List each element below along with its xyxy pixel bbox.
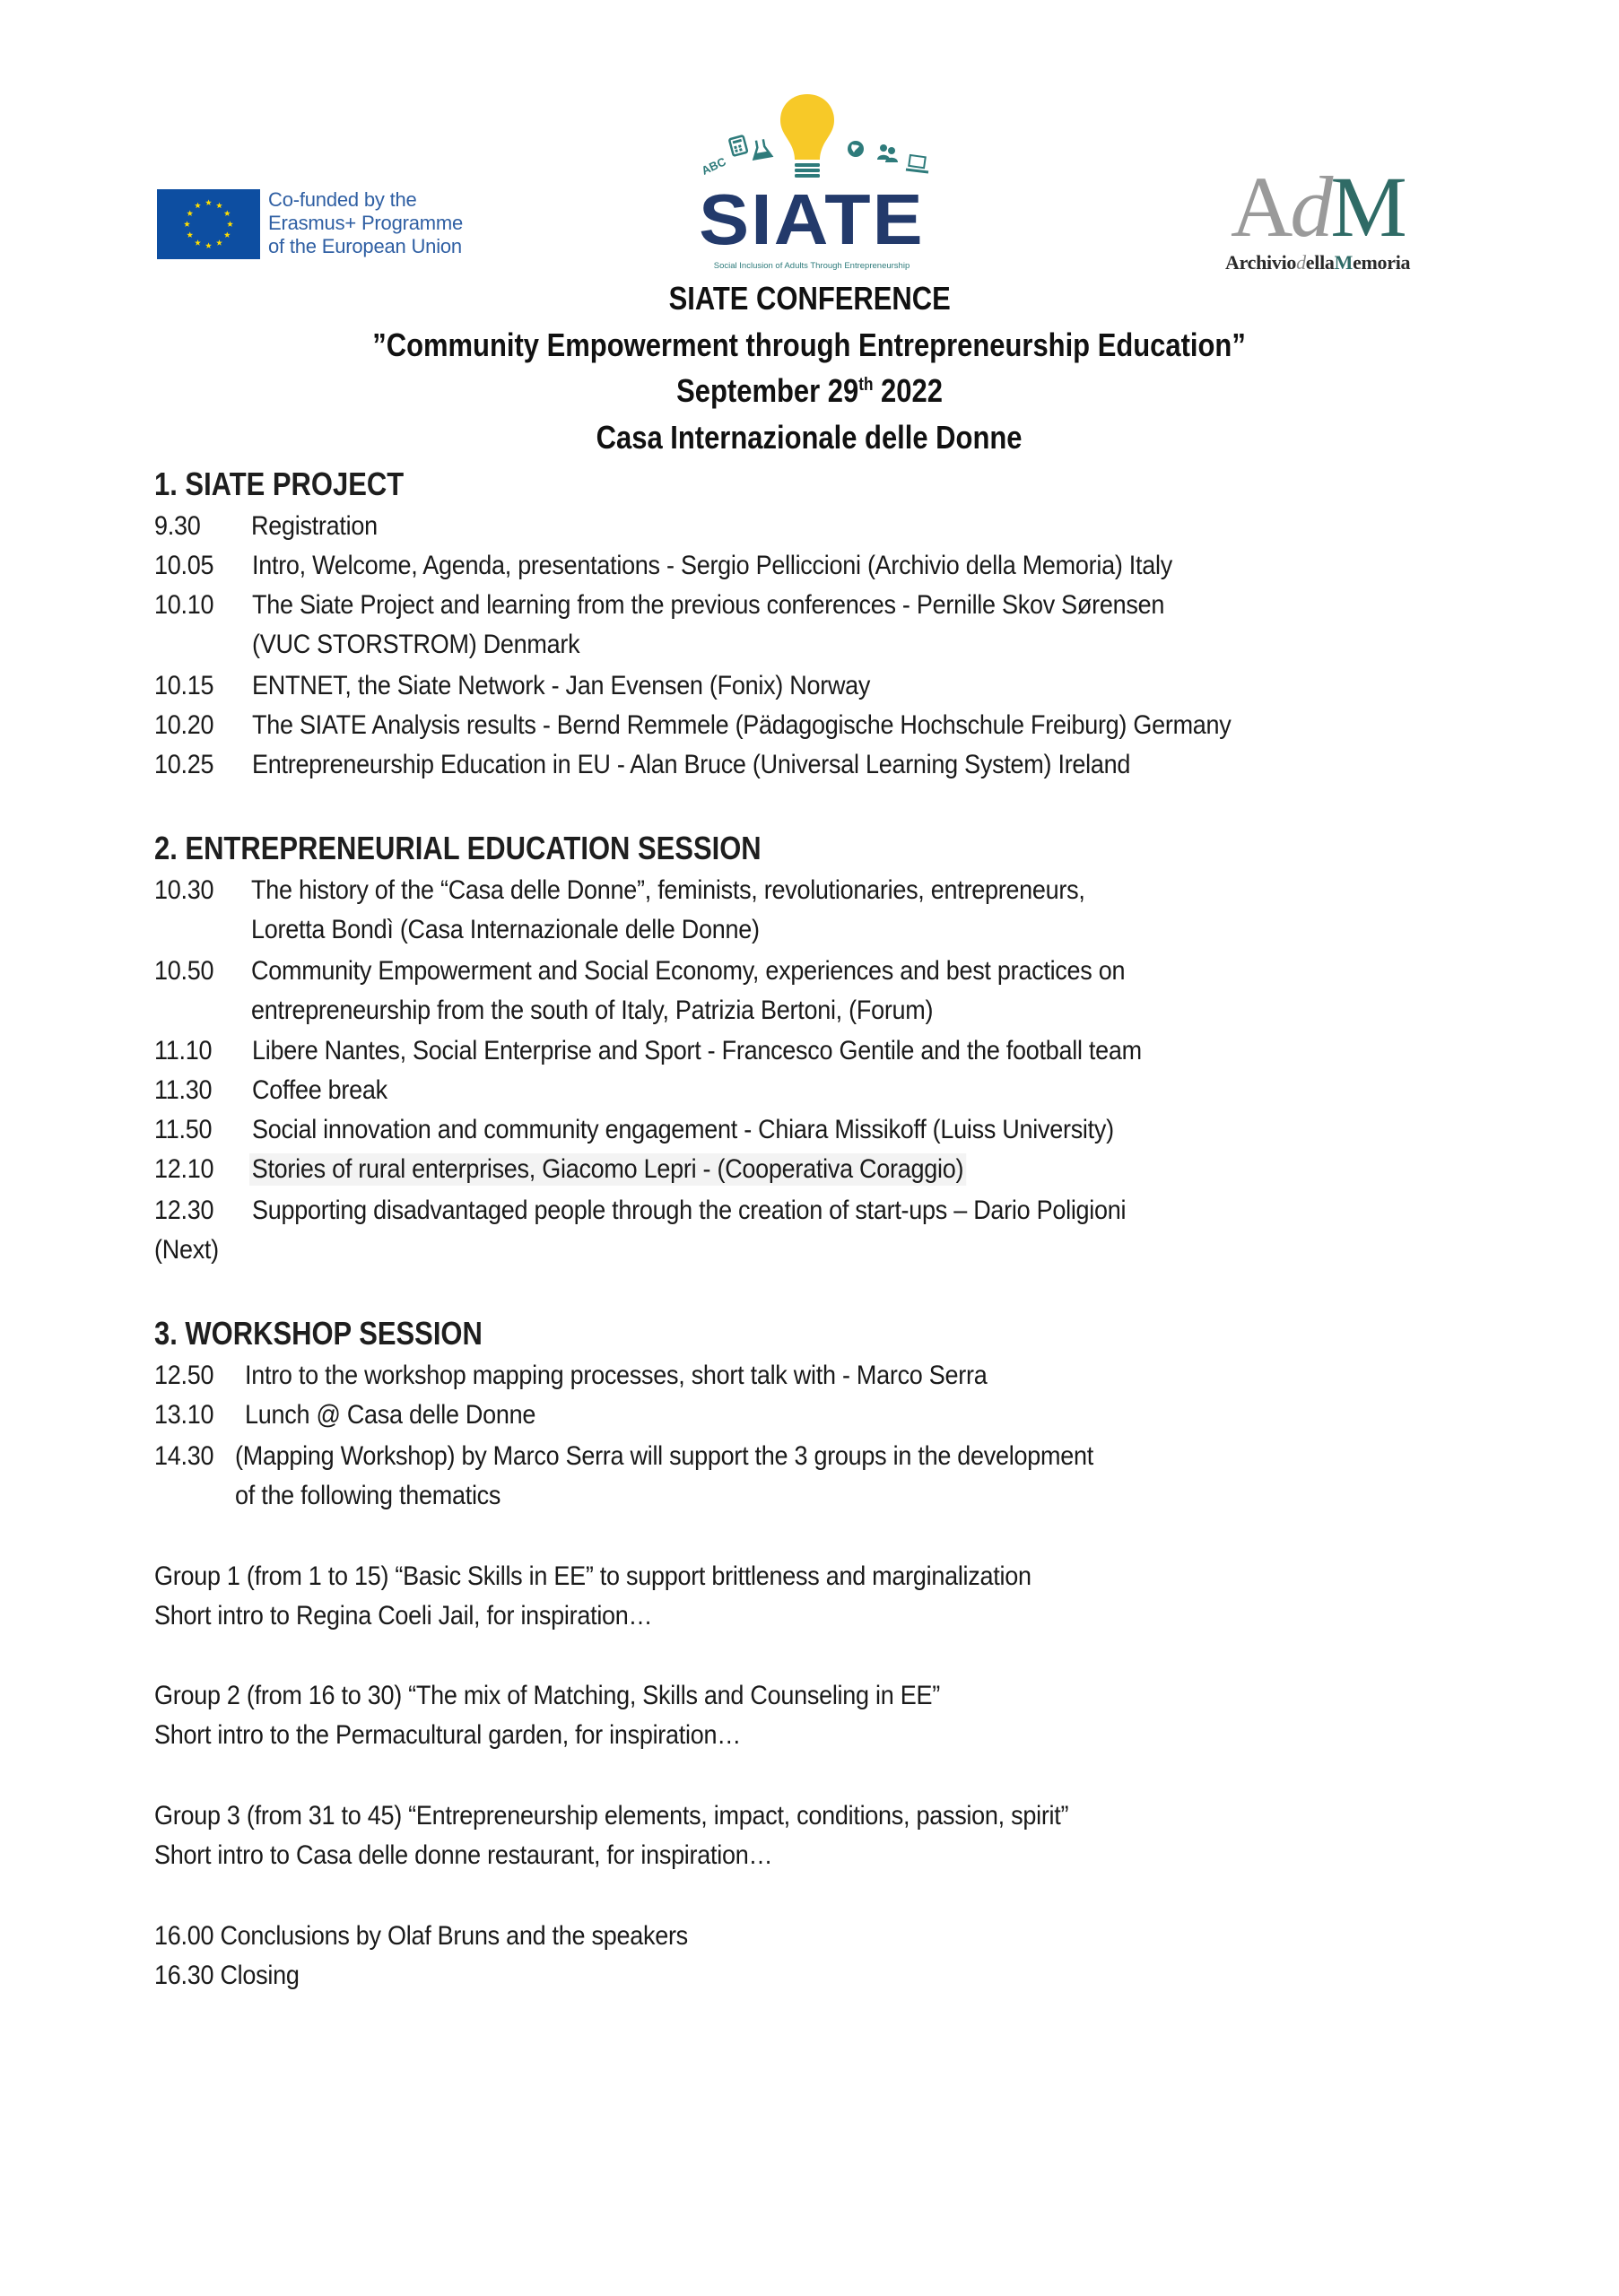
- section-heading-workshop-session: 3. WORKSHOP SESSION: [154, 1315, 483, 1352]
- group-title: Group 1 (from 1 to 15) “Basic Skills in EE” to support brittleness and marginalization: [154, 1561, 1031, 1591]
- section-heading-entrepreneurial-education: 2. ENTREPRENEURIAL EDUCATION SESSION: [154, 830, 762, 866]
- agenda-time: 11.10: [154, 1036, 213, 1065]
- agenda-text: Registration: [251, 511, 378, 541]
- agenda-time: 12.50: [154, 1361, 214, 1390]
- agenda-text: The SIATE Analysis results - Bernd Remmele (Pädagogische Hochschule Freiburg) Germany: [252, 710, 1232, 740]
- eu-star-icon: [205, 199, 212, 205]
- agenda-text: Coffee break: [252, 1075, 387, 1105]
- agenda-text: ENTNET, the Siate Network - Jan Evensen (Fonix) Norway: [252, 671, 871, 700]
- agenda-text-continued: (VUC STORSTROM) Denmark: [252, 630, 580, 659]
- agenda-text: Lunch @ Casa delle Donne: [245, 1400, 536, 1430]
- agenda-text-continued: of the following thematics: [235, 1481, 501, 1510]
- agenda-text: Community Empowerment and Social Economy, experiences and best practices on: [251, 956, 1126, 986]
- siate-subtitle: Social Inclusion of Adults Through Entrepreneurship: [713, 261, 910, 271]
- agenda-text: The Siate Project and learning from the previous conferences - Pernille Skov Sørensen: [252, 590, 1165, 620]
- agenda-text-highlighted: Stories of rural enterprises, Giacomo Lepri - (Cooperativa Coraggio): [249, 1153, 966, 1186]
- siate-wordmark: SIATE: [699, 179, 925, 259]
- group-intro: Short intro to the Permacultural garden, for inspiration…: [154, 1720, 741, 1750]
- agenda-text-continued: (Next): [154, 1235, 219, 1265]
- agenda-text: Intro to the workshop mapping processes, short talk with - Marco Serra: [245, 1361, 988, 1390]
- calculator-icon: [729, 135, 747, 155]
- eu-text-line: of the European Union: [268, 235, 462, 257]
- agenda-time: 13.10: [154, 1400, 214, 1430]
- group-intro: Short intro to Casa delle donne restaurant, for inspiration…: [154, 1840, 773, 1870]
- agenda-text-continued: entrepreneurship from the south of Italy, Patrizia Bertoni, (Forum): [251, 996, 934, 1025]
- conference-title: SIATE CONFERENCE: [668, 280, 951, 317]
- conference-date: September 29th 2022: [676, 372, 943, 409]
- agenda-text: Intro, Welcome, Agenda, presentations - Sergio Pelliccioni (Archivio della Memoria) Italy: [252, 551, 1172, 580]
- eu-star-icon: [227, 221, 233, 227]
- eu-flag-icon: [157, 189, 260, 259]
- agenda-time: 10.05: [154, 551, 214, 580]
- eu-cofunded-text: [268, 188, 463, 258]
- abc-icon: ABC: [699, 154, 728, 178]
- eu-star-icon: [205, 242, 212, 248]
- group-title: Group 3 (from 31 to 45) “Entrepreneurship elements, impact, conditions, passion, spirit”: [154, 1801, 1069, 1831]
- eu-star-icon: [184, 221, 190, 227]
- siate-icons: [691, 90, 933, 179]
- group-intro: Short intro to Regina Coeli Jail, for inspiration…: [154, 1601, 653, 1631]
- eu-star-icon: [187, 231, 193, 238]
- agenda-time: 14.30: [154, 1441, 214, 1471]
- adm-name: ArchiviodellaMemoria: [1225, 251, 1411, 274]
- eu-star-icon: [216, 203, 222, 209]
- agenda-text-continued: Loretta Bondì (Casa Internazionale delle Donne): [251, 915, 760, 944]
- eu-text-line: Erasmus+ Programme: [268, 212, 464, 234]
- agenda-time: 11.30: [154, 1075, 213, 1105]
- agenda-text: (Mapping Workshop) by Marco Serra will support the 3 groups in the development: [235, 1441, 1093, 1471]
- agenda-text: Entrepreneurship Education in EU - Alan Bruce (Universal Learning System) Ireland: [252, 750, 1131, 779]
- agenda-conclusions: 16.00 Conclusions by Olaf Bruns and the speakers: [154, 1921, 688, 1951]
- eu-star-icon: [195, 239, 201, 246]
- flask-icon: [751, 138, 771, 159]
- agenda-time: 10.10: [154, 590, 214, 620]
- laptop-icon: [906, 155, 928, 172]
- section-heading-siate-project: 1. SIATE PROJECT: [154, 465, 405, 502]
- agenda-time: 10.15: [154, 671, 214, 700]
- agenda-time: 12.30: [154, 1196, 214, 1225]
- agenda-time: 10.50: [154, 956, 214, 986]
- agenda-time: 10.30: [154, 875, 214, 905]
- conference-tagline: ”Community Empowerment through Entrepreneurship Education”: [372, 326, 1247, 363]
- eu-star-icon: [187, 210, 193, 216]
- agenda-text: Social innovation and community engagement - Chiara Missikoff (Luiss University): [252, 1115, 1114, 1144]
- agenda-text: The history of the “Casa delle Donne”, feminists, revolutionaries, entrepreneurs,: [251, 875, 1085, 905]
- agenda-time: 10.20: [154, 710, 214, 740]
- agenda-time: 9.30: [154, 511, 201, 541]
- agenda-text: Libere Nantes, Social Enterprise and Sport - Francesco Gentile and the football team: [252, 1036, 1142, 1065]
- lightbulb-icon: [780, 94, 834, 178]
- people-icon: [877, 144, 898, 162]
- eu-star-icon: [224, 231, 231, 238]
- agenda-time: 10.25: [154, 750, 214, 779]
- eu-star-icon: [195, 203, 201, 209]
- agenda-time: 12.10: [154, 1154, 214, 1184]
- globe-icon: [848, 141, 864, 157]
- adm-monogram: AdM: [1231, 159, 1405, 255]
- eu-star-icon: [224, 210, 231, 216]
- agenda-closing: 16.30 Closing: [154, 1961, 300, 1990]
- eu-text-line: Co-funded by the: [268, 188, 417, 211]
- eu-star-icon: [216, 239, 222, 246]
- agenda-text: Supporting disadvantaged people through the creation of start-ups – Dario Poligioni: [252, 1196, 1127, 1225]
- conference-venue: Casa Internazionale delle Donne: [596, 419, 1023, 456]
- agenda-time: 11.50: [154, 1115, 213, 1144]
- group-title: Group 2 (from 16 to 30) “The mix of Matching, Skills and Counseling in EE”: [154, 1681, 940, 1710]
